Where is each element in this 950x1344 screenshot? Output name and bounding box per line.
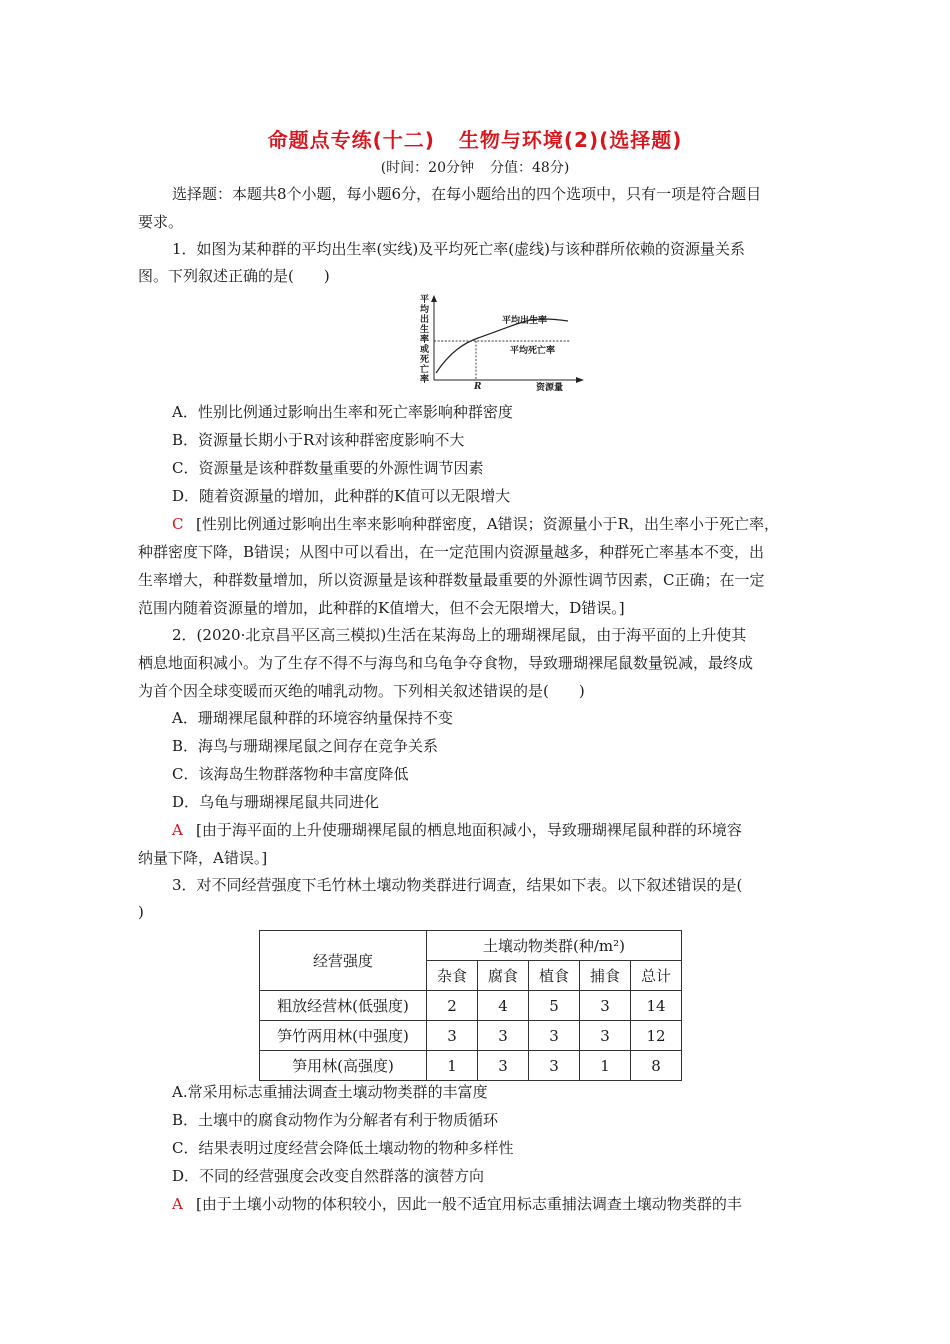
q2-option-c: C．该海岛生物群落物种丰富度降低 (172, 765, 409, 783)
table-cell: 14 (631, 991, 682, 1021)
row-label: 笋竹两用林(中强度) (260, 1021, 427, 1051)
ylabel-char: 均 (420, 305, 430, 315)
soil-fauna-table (259, 930, 682, 1081)
title-part2: 生物与环境(2)(选择题) (458, 128, 683, 152)
page-title (0, 124, 950, 153)
resource-rate-graph (418, 294, 588, 394)
group-header-text: 土壤动物类群(种/m²) (483, 937, 625, 955)
intro-line-1: 选择题：本题共8个小题，每小题6分，在每小题给出的四个选项中，只有一项是符合题目 (172, 185, 762, 203)
q1-option-b: B．资源量长期小于R对该种群密度影响不大 (172, 431, 465, 449)
q1-stem-line-2: 图。下列叙述正确的是( ) (138, 267, 330, 285)
table-corner-header: 经营强度 (260, 931, 427, 991)
table-cell: 3 (580, 1021, 631, 1051)
r-label: R (474, 382, 482, 392)
q1-stem-line-1: 1．如图为某种群的平均出生率(实线)及平均死亡率(虚线)与该种群所依赖的资源量关系 (172, 240, 745, 258)
exam-info (0, 157, 950, 177)
q3-option-b: B．土壤中的腐食动物作为分解者有利于物质循环 (172, 1111, 499, 1129)
q1-option-d: D．随着资源量的增加，此种群的K值可以无限增大 (172, 487, 511, 505)
death-rate-label: 平均死亡率 (510, 346, 556, 356)
q2-answer-line-2: 纳量下降，A错误。] (138, 849, 268, 867)
q3-stem-line-2: ) (138, 903, 144, 921)
ylabel-char: 出 (420, 315, 430, 325)
table-cell: 3 (529, 1021, 580, 1051)
q3-option-d: D．不同的经营强度会改变自然群落的演替方向 (172, 1167, 485, 1185)
q3-answer-line-1 (172, 1194, 742, 1214)
q2-answer-text: [由于海平面的上升使珊瑚裸尾鼠的栖息地面积减小，导致珊瑚裸尾鼠种群的环境容 (196, 821, 742, 839)
row-label: 笋用林(高强度) (260, 1051, 427, 1081)
q2-stem-line-2: 栖息地面积减小。为了生存不得不与海鸟和乌龟争夺食物，导致珊瑚裸尾鼠数量锐减，最终成 (138, 654, 754, 672)
column-header: 植食 (529, 961, 580, 991)
y-axis-arrow (431, 295, 437, 302)
table-cell: 1 (580, 1051, 631, 1081)
table-cell: 5 (529, 991, 580, 1021)
x-axis-label: 资源量 (536, 383, 564, 393)
q3-option-a: A.常采用标志重捕法调查土壤动物类群的丰富度 (172, 1083, 488, 1101)
table-cell: 12 (631, 1021, 682, 1051)
ylabel-char: 亡 (420, 365, 430, 375)
ylabel-char: 生 (420, 325, 430, 335)
column-header: 总计 (631, 961, 682, 991)
table-row (260, 991, 682, 1021)
table-cell: 4 (478, 991, 529, 1021)
q1-answer-line-1 (172, 514, 779, 534)
exam-score: 分值：48分) (490, 160, 570, 176)
table-header-row (260, 931, 682, 961)
table-row (260, 1051, 682, 1081)
table-cell: 3 (529, 1051, 580, 1081)
q3-stem-line-1: 3．对不同经营强度下毛竹林土壤动物类群进行调查，结果如下表。以下叙述错误的是( (172, 876, 743, 894)
q1-option-c: C．资源量是该种群数量重要的外源性调节因素 (172, 459, 484, 477)
table-group-header (427, 931, 682, 961)
ylabel-char: 平 (420, 295, 430, 305)
table-row (260, 1021, 682, 1051)
table-cell: 3 (427, 1021, 478, 1051)
row-label: 粗放经营林(低强度) (260, 991, 427, 1021)
graph-y-label (420, 294, 430, 385)
column-header: 捕食 (580, 961, 631, 991)
birth-rate-label: 平均出生率 (502, 316, 548, 326)
table-cell: 2 (427, 991, 478, 1021)
table-cell: 8 (631, 1051, 682, 1081)
table-cell: 1 (427, 1051, 478, 1081)
ylabel-char: 死 (420, 355, 430, 365)
q3-answer-letter: A (172, 1195, 183, 1213)
q2-stem-line-1: 2．(2020·北京昌平区高三模拟)生活在某海岛上的珊瑚裸尾鼠，由于海平面的上升使其 (172, 626, 747, 644)
column-header: 腐食 (478, 961, 529, 991)
table-cell: 3 (580, 991, 631, 1021)
ylabel-char: 或 (420, 345, 430, 355)
intro-line-2: 要求。 (138, 213, 184, 231)
q2-option-b: B．海鸟与珊瑚裸尾鼠之间存在竞争关系 (172, 737, 439, 755)
column-header: 杂食 (427, 961, 478, 991)
ylabel-char: 率 (420, 375, 430, 385)
q3-answer-text: [由于土壤小动物的体积较小，因此一般不适宜用标志重捕法调查土壤动物类群的丰 (196, 1195, 742, 1213)
x-axis-arrow (576, 377, 584, 383)
q1-option-a: A．性别比例通过影响出生率和死亡率影响种群密度 (172, 403, 513, 421)
q1-answer-line-2: 种群密度下降，B错误；从图中可以看出，在一定范围内资源量越多，种群死亡率基本不变，出 (138, 543, 765, 561)
table-cell: 3 (478, 1021, 529, 1051)
q2-answer-letter: A (172, 821, 183, 839)
q1-answer-line-4: 范围内随着资源量的增加，此种群的K值增大，但不会无限增大，D错误。] (138, 599, 625, 617)
q1-answer-text: [性别比例通过影响出生率来影响种群密度，A错误；资源量小于R，出生率小于死亡率， (196, 515, 779, 533)
q2-option-a: A．珊瑚裸尾鼠种群的环境容纳量保持不变 (172, 709, 453, 727)
q3-option-c: C．结果表明过度经营会降低土壤动物的物种多样性 (172, 1139, 514, 1157)
title-part1: 命题点专练(十二) (267, 128, 435, 152)
q1-answer-line-3: 生率增大，种群数量增加，所以资源量是该种群数量最重要的外源性调节因素，C正确；在一定 (138, 571, 765, 589)
table-cell: 3 (478, 1051, 529, 1081)
q2-stem-line-3: 为首个因全球变暖而灭绝的哺乳动物。下列相关叙述错误的是( ) (138, 682, 585, 700)
ylabel-char: 率 (420, 335, 430, 345)
exam-time: (时间：20分钟 (380, 160, 474, 176)
q2-answer-line-1 (172, 820, 742, 840)
q2-option-d: D．乌龟与珊瑚裸尾鼠共同进化 (172, 793, 380, 811)
q1-answer-letter: C (172, 515, 184, 533)
